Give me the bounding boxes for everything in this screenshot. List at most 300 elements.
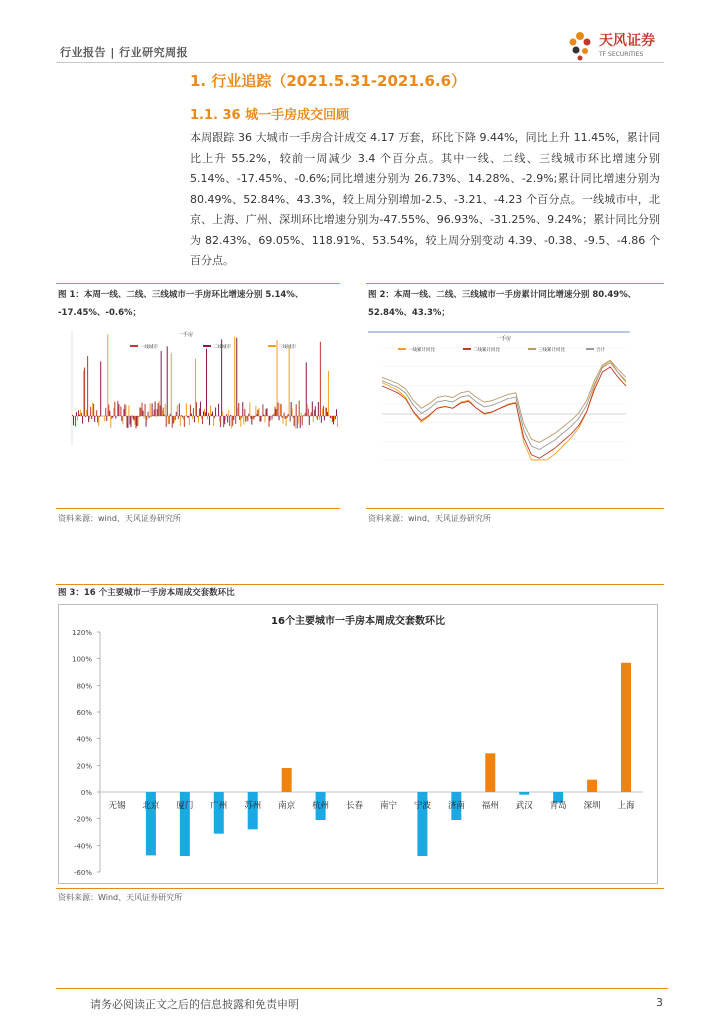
figure1-bar [243,416,244,425]
figure1-bar [282,416,283,418]
figure1-bar [143,411,144,416]
figure1-bar [268,416,269,427]
figure1-bar [212,412,213,416]
figure1-bar [132,416,133,419]
figure1-bar [254,416,255,417]
section-heading: 1. 行业追踪（2021.5.31-2021.6.6） [190,72,467,90]
figure1-bar [86,410,87,416]
figure1-bar [215,407,216,416]
figure1-bar [123,409,124,416]
figure1-bar [263,415,264,416]
figure1-bar [130,416,131,427]
figure1-bar [98,416,99,426]
figure1-bar [193,408,194,416]
figure1-bar [168,416,169,424]
figure1-bar [72,415,73,416]
figure1-bar [149,416,150,418]
figure1-bar [291,402,292,416]
figure3-title: 16个主要城市一手房本周成交套数环比 [271,616,445,627]
figure1-bar [276,409,277,416]
figure3-ytick: 60% [76,709,92,717]
subsection-heading: 1.1. 36 城一手房成交回顾 [190,108,350,123]
figure3-ytick: -40% [73,842,92,851]
figure1-bar [76,412,77,416]
figure1-bar [163,408,164,416]
figure1-bar [328,371,329,416]
figure1-bar [188,416,189,418]
footer-divider [56,988,668,989]
figure1-bar [305,413,306,416]
figure1-bar [162,410,163,416]
figure1-legend-1: 一线城市 [140,345,158,350]
figure1-bar [179,404,180,416]
figure1-bar [253,416,254,419]
figure1-bar [247,416,248,421]
figure1-bar [279,416,280,420]
figure1-bar [320,342,321,416]
figure3-category-label: 济南 [447,801,465,811]
figure1-bar [83,371,84,416]
figure3-category-label: 南宁 [379,801,397,811]
figure1-bar [147,416,148,420]
figure1-bar [180,416,181,426]
figure1-bar [277,340,278,416]
figure1-bar [295,416,296,428]
logo-sub: TF SECURITIES [599,51,644,58]
figure1-bar [290,416,291,422]
figure1-bar [318,402,319,416]
figure1-bar [211,414,212,416]
figure1-bar [182,416,183,417]
figure1-bar [154,410,155,416]
figure1-bar [300,416,301,428]
figure1-bar [87,356,88,416]
figure1-bar [139,416,140,417]
figure1-bar [281,404,282,416]
figure3-ytick: 120% [71,629,92,637]
figure3-category-label: 青岛 [549,801,567,811]
figure1-bar [91,416,92,419]
figure1-bar [322,409,323,416]
figure1-bar [210,405,211,416]
figure1-bar [309,416,310,425]
figure1-bar [165,404,166,416]
figure1-bar [213,416,214,426]
figure1-bar [77,416,78,421]
figure1-bar [266,408,267,416]
figure1-bar [186,403,187,416]
figure3-category-label: 无锡 [108,801,126,811]
figure1-bar [115,416,116,419]
figure1-bar [259,416,260,422]
figure3-category-label: 宁波 [413,801,431,811]
figure1-bar [145,404,146,416]
figure2-legend-4: 合计 [596,348,605,353]
figure1-bar [325,408,326,416]
figure1-bar [90,407,91,416]
figure1-bar [206,349,207,416]
figure1-bar [161,351,162,416]
figure1-bar [293,416,294,418]
figure1-bar [111,416,112,419]
figure1-bar [194,416,195,422]
figure1-bar [104,416,105,421]
figure1-bar [234,337,235,416]
figure1-bar [176,412,177,416]
figure1-bar [297,416,298,428]
figure1-bar [332,416,333,422]
figure3-chart [58,604,658,884]
figure1-bar [224,416,225,424]
figure2-caption: 图 2：本周一线、二线、三线城市一手房累计同比增速分别 80.49%、 52.84%、43.3%； [368,290,637,318]
figure1-bar [307,404,308,416]
figure1-bar [202,416,203,424]
figure1-bar [75,416,76,426]
figure1-bar [81,413,82,416]
figure1-bar [82,416,83,424]
figure1-bar [311,412,312,416]
figure1-bar [78,410,79,416]
figure1-bar [113,408,114,416]
figure1-bar [235,416,236,424]
figure1-bar [333,416,334,424]
figure1-bar [108,405,109,416]
figure3-category-label: 深圳 [583,801,601,811]
figure3-bar [214,792,224,834]
figure1-bar [314,410,315,416]
figure1-bar [171,353,172,416]
figure1-bar [294,416,295,426]
figure3-ytick: -60% [73,869,92,877]
figure1-bar [128,405,129,416]
figure1-bar [230,415,231,416]
figure1-bar [203,411,204,416]
figure1-bar [187,416,188,417]
figure3-category-label: 福州 [481,801,499,811]
figure1-bar [324,416,325,420]
figure1-bar [85,416,86,417]
figure1-legend-3: 三线城市 [278,345,296,350]
body-paragraph: 本周跟踪 36 大城市一手房合计成交 4.17 万套，环比下降 9.44%，同比上升 11.45%，累计同比上升 55.2%，较前一周减少 3.4 个百分点。其中一线、二线、三线城市环比增速分别5.14%、-17.45%、-0.6%;同比增速分别为 26.73%、14.28%、-2.9%;累计同比增速分别为 80.49%、52.84%、43.3%，较上周分别增加-2.5、-3.21、-4.23 个百分点。一线城市中，北京、上海、广州、深圳环比增速分别为-47.55%、96.93%、-31.25%、9.24%；累计同比分别为 82.43%、69.05%、118.91%、53.54%，较上周分别变动 4.39、-0.38、-9.5、-4.86 个百分点。 [190,131,660,267]
figure1-bar [288,414,289,416]
figure1-bar [336,409,337,416]
figure1-bar [319,416,320,420]
figure1-bar [173,416,174,423]
figure1-bar [226,414,227,416]
figure1-bar [131,415,132,416]
company-logo [566,28,676,64]
figure1-bar [144,416,145,419]
figure1-bar [264,416,265,422]
figure1-bar [114,402,115,416]
figure1-bar [251,416,252,425]
figure1-bar [105,408,106,416]
figure1-bar [135,416,136,429]
figure1-bar [117,401,118,416]
figure1-bar [172,416,173,428]
figure1-bar [164,415,165,416]
figure3-bar [621,663,631,792]
figure1-bar [261,416,262,417]
figure1-bar [207,416,208,419]
figure1-bar [313,416,314,422]
figure1-bar [334,416,335,421]
figure1-bar [238,403,239,416]
figure2-legend-title: 一手房 [496,336,512,342]
figure1-bar [214,416,215,418]
figure3-ytick: -20% [73,815,92,824]
figure1-bar [292,408,293,416]
figure1-bar [129,416,130,425]
figure2-chart [368,328,658,488]
figure1-bar [190,405,191,416]
figure1-bar [225,416,226,420]
figure1-bar [315,406,316,416]
figure1-bar [241,416,242,418]
header-breadcrumb: 行业报告 | 行业研究周报 [60,46,189,59]
figure1-bar [178,416,179,419]
figure1-bar [316,416,317,418]
figure1-bar [152,403,153,416]
figure1-legend-2: 二线城市 [213,345,231,350]
figure3-ytick: 0% [80,789,92,797]
figure1-bar [121,416,122,421]
figure1-bar [200,402,201,416]
figure1-bar [118,404,119,416]
figure1-bar [100,361,101,416]
figure1-bar [278,403,279,416]
figure2-legend-3: 三线累计同比 [538,348,565,353]
figure3-ytick: 20% [76,762,92,771]
figure2-source: 资料来源：wind、天风证券研究所 [368,514,491,523]
figure1-bar [327,412,328,416]
figure1-bar [256,414,257,416]
figure1-bar [227,416,228,423]
page-number: 3 [656,996,663,1009]
figure3-bar [485,753,495,792]
figure1-bar [122,416,123,424]
figure1-bar [255,406,256,416]
figure1-bar [125,405,126,416]
figure1-bar [153,415,154,416]
figure1-bar [80,410,81,416]
figure1-bar [331,416,332,419]
logo-text: 天风证券 [599,33,655,49]
figure1-bar [119,415,120,416]
figure1-bar [229,416,230,426]
figure3-category-label: 杭州 [312,801,330,811]
figure1-bar [246,416,247,419]
figure1-caption: 图 1：本周一线、二线、三线城市一手房环比增速分别 5.14%、 -17.45%、-0.6%； [58,290,304,318]
figure1-bar [250,416,251,419]
figure3-ytick: 40% [76,735,92,744]
figure3-source: 资料来源：Wind、天风证券研究所 [58,893,183,902]
footer-disclaimer: 请务必阅读正文之后的信息披露和免责申明 [90,998,299,1011]
figure1-bar [175,416,176,420]
figure1-bar [167,346,168,416]
figure1-bar [89,416,90,419]
figure1-bar [197,416,198,417]
figure3-bar [519,792,529,795]
figure1-bar [92,403,93,416]
figure2-legend-1: 一线累计同比 [408,348,435,353]
figure1-bar [303,415,304,416]
figure1-bar [312,401,313,416]
figure1-bar [174,416,175,422]
figure1-bar [201,416,202,419]
figure1-bottom-rule [56,508,340,509]
figure1-bar [126,416,127,428]
figure1-bar [296,404,297,416]
figure3-category-label: 厦门 [176,801,194,811]
figure1-bar [184,416,185,427]
figure1-bar [208,413,209,416]
figure1-bar [196,402,197,416]
figure1-bar [157,409,158,416]
logo-mark-icon [570,32,591,61]
figure1-bar [257,410,258,416]
figure1-bar [228,410,229,416]
figure1-bar [133,416,134,420]
figure1-bar [283,416,284,424]
figure1-bar [232,416,233,426]
figure1-bar [260,416,261,421]
figure1-bar [189,416,190,425]
figure1-bar [275,407,276,416]
figure1-bar [285,416,286,419]
figure1-bar [136,416,137,426]
figure3-ytick: 80% [76,682,92,691]
figure1-bar [209,416,210,425]
figure1-bar [198,416,199,423]
figure1-bar [245,416,246,422]
figure3-category-label: 北京 [142,801,160,811]
figure1-bar [287,416,288,418]
figure3-category-label: 苏州 [244,801,262,811]
figure1-bar [140,407,141,416]
figure1-bar [286,416,287,426]
figure1-bar [219,416,220,422]
figure1-bar [244,409,245,416]
figure3-category-label: 武汉 [515,801,533,811]
figure1-bar [127,416,128,428]
figure3-ytick: 100% [71,655,92,664]
figure1-bar [335,416,336,419]
figure1-bar [248,414,249,416]
figure1-bar [258,408,259,416]
figure1-bar [323,406,324,416]
figure1-bar [73,416,74,425]
figure1-bar [273,415,274,416]
figure1-bar [158,403,159,416]
figure1-bar [298,416,299,423]
figure1-source: 资料来源：wind、天风证券研究所 [58,514,181,523]
figure1-bar [231,416,232,428]
figure3-category-label: 长春 [346,801,364,811]
figure1-bar [109,411,110,416]
figure1-bar [94,416,95,422]
figure1-bar [308,409,309,416]
figure1-bar [151,416,152,417]
figure1-bar [112,416,113,418]
figure2-legend-2: 二线累计同比 [473,348,500,353]
figure1-bar [302,416,303,425]
figure1-bar [97,416,98,422]
figure1-bar [155,402,156,416]
figure1-bar [237,408,238,416]
figure1-bar [99,416,100,417]
figure1-bar [84,367,85,416]
figure3-category-label: 广州 [210,801,228,811]
figure1-bar [221,339,222,416]
figure3-bar [282,768,292,792]
figure3-category-label: 上海 [617,801,635,811]
figure1-bar [236,338,237,416]
figure1-bar [280,403,281,416]
figure1-bar [110,416,111,428]
figure1-bar [218,404,219,416]
figure1-bar [170,414,171,416]
figure3-category-label: 南京 [278,801,296,811]
figure1-bar [107,334,108,416]
figure1-bar [134,416,135,425]
figure1-bar [156,416,157,417]
figure1-bar [142,403,143,416]
figure1-bar [192,416,193,419]
figure1-bar [160,405,161,416]
figure1-bar [166,416,167,427]
figure1-bar [233,416,234,420]
figure1-bar [274,413,275,416]
figure1-bar [329,415,330,416]
figure1-chart [58,322,344,464]
figure1-bar [252,416,253,419]
figure1-bar [150,403,151,416]
figure1-bar [79,415,80,416]
figure2-top-rule [366,283,664,284]
figure1-bar [191,414,192,416]
figure1-bar [239,416,240,420]
figure1-bar [301,413,302,416]
figure3-caption: 图 3：16 个主要城市一手房本周成交套数环比 [58,588,235,598]
figure1-bar [272,416,273,420]
figure1-bar [289,348,290,416]
figure1-bar [137,416,138,426]
figure1-bar [304,415,305,416]
figure1-bar [96,410,97,416]
figure1-bar [106,416,107,421]
figure1-bar [199,408,200,416]
figure1-bar [124,404,125,416]
figure1-bar [269,416,270,421]
figure1-bar [146,416,147,427]
figure1-top-rule [56,283,340,284]
figure1-bar [299,401,300,416]
figure1-bar [177,405,178,416]
figure1-bar [321,416,322,423]
figure1-bar [204,409,205,416]
figure3-bar [587,780,597,792]
figure1-bar [88,416,89,422]
figure1-bar [249,402,250,416]
figure1-bar [337,416,338,427]
figure1-bar [330,416,331,418]
figure1-bar [223,416,224,427]
figure1-bar [240,416,241,427]
figure1-bar [306,362,307,416]
figure1-bar [120,406,121,416]
figure3-bottom-rule [56,888,664,889]
